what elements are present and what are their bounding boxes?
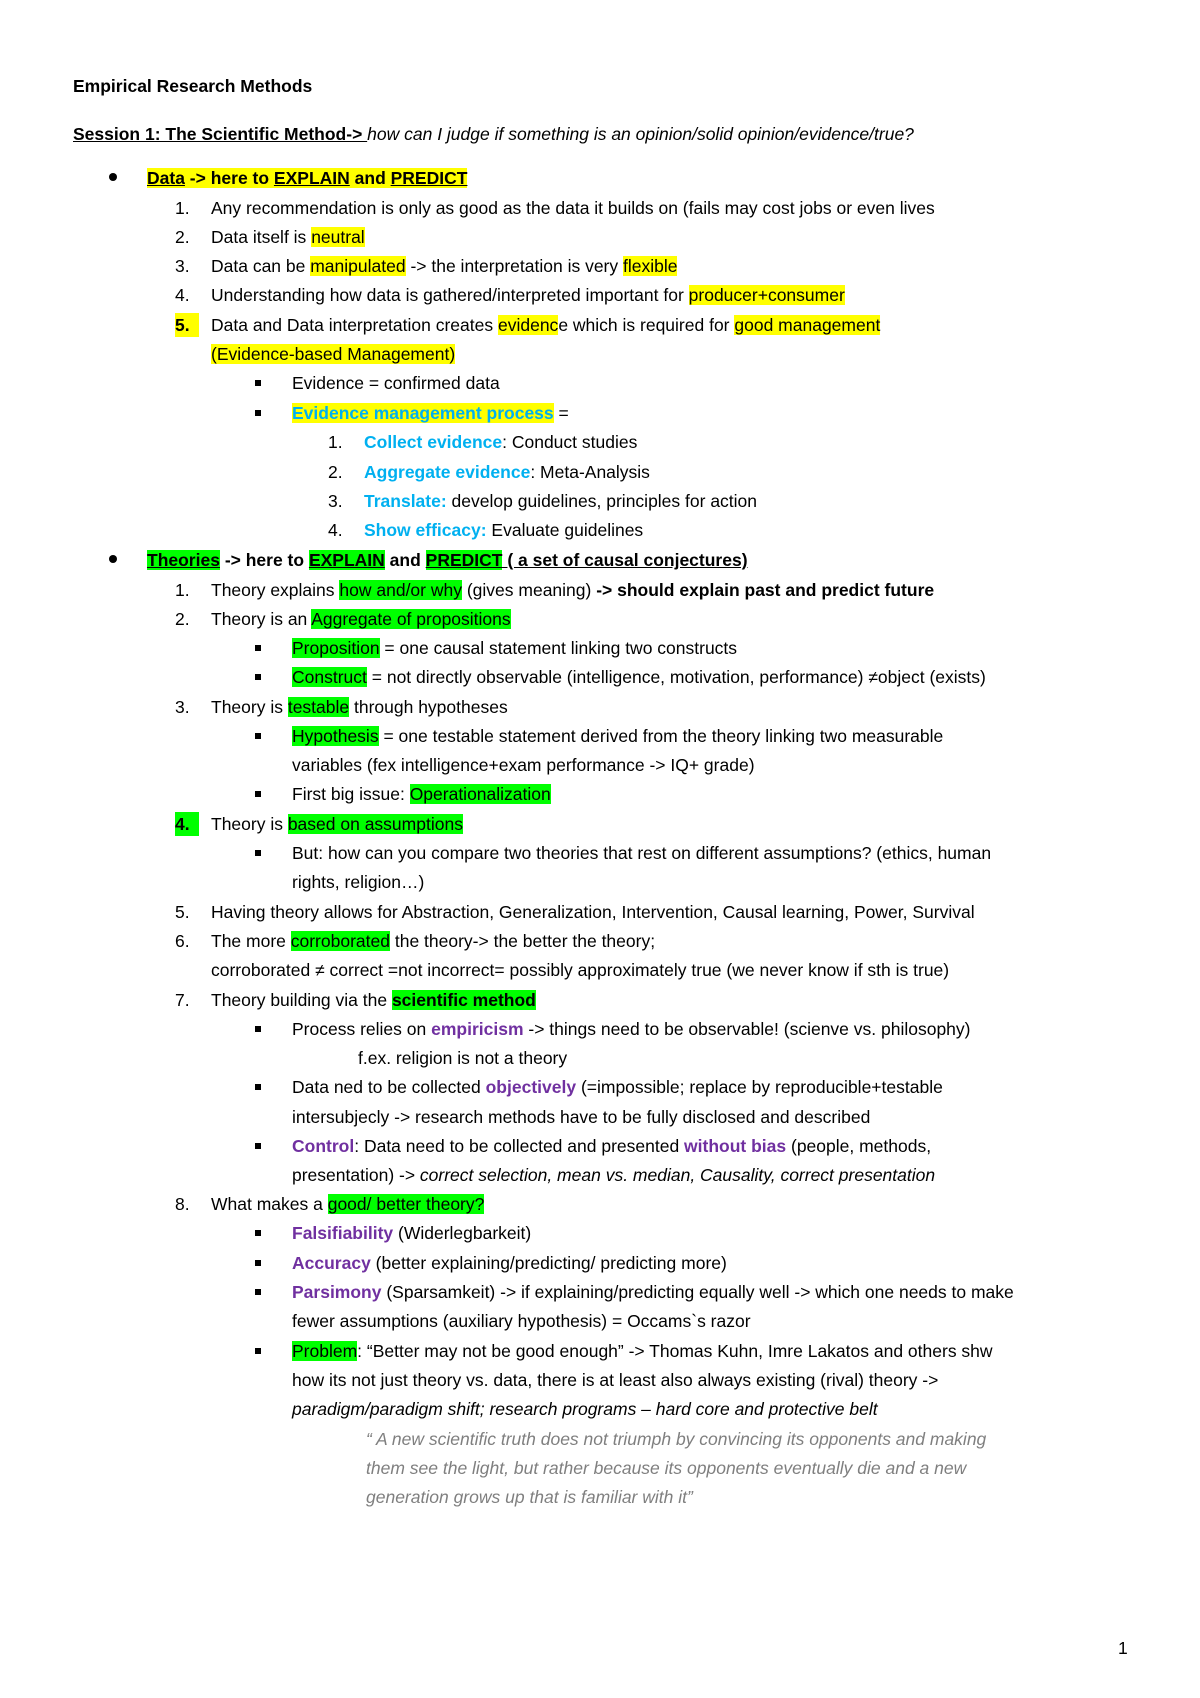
page-number: 1 [1118,1638,1128,1658]
square-bullet-icon [255,1084,261,1090]
item-text: Process relies on [292,1019,432,1039]
theories-heading-text: -> here to [219,550,309,570]
highlight-text: flexible [623,256,678,276]
colored-term: without bias [684,1136,787,1156]
item-text: Theory building via the [211,990,392,1010]
list-item-continuation: corroborated ≠ correct =not incorrect= possibly approximately true (we never know if sth is true) [211,960,950,980]
item-number: 6. [175,931,190,951]
bold-text: -> should explain past and predict future [596,580,935,600]
item-text: (people, methods, [786,1136,932,1156]
sub-item [292,782,551,808]
data-heading-predict: PREDICT [390,168,468,188]
sub-item [292,636,737,662]
item-number: 8. [175,1194,190,1214]
sub-item [292,1221,531,1247]
highlight-text: testable [287,697,350,717]
item-number: 1. [175,198,190,218]
highlight-text: Problem [292,1341,358,1361]
colored-term: empiricism [431,1019,524,1039]
item-text: Theory explains [211,580,340,600]
sub-item: But: how can you compare two theories that rest on different assumptions? (ethics, human [292,843,992,863]
item-number: 4. [175,285,190,305]
theories-heading-and: and [384,550,426,570]
highlight-text: how and/or why [339,580,462,600]
list-item-continuation [211,342,455,368]
square-bullet-icon [255,645,261,651]
colored-term: Collect evidence [364,432,503,452]
highlight-text: Construct [292,667,367,687]
item-text: Theory is [211,697,288,717]
sub-item [292,1280,1014,1306]
highlight-text: good management [734,315,881,335]
sub-item [292,724,943,750]
square-bullet-icon [255,733,261,739]
highlight-text: based on assumptions [287,814,463,834]
item-text: (better explaining/predicting/ predicting more) [370,1253,727,1273]
colored-term: Aggregate evidence [364,462,531,482]
colored-term: Parsimony [292,1282,382,1302]
sub-item [292,1339,993,1365]
theories-heading-theories: Theories [147,550,220,570]
sub-item-continuation: how its not just theory vs. data, there is at least also always existing (rival) theory -> [292,1370,939,1390]
data-heading [147,166,467,192]
item-number: 4. [328,520,343,540]
highlight-text: Hypothesis [292,726,379,746]
item-text: Data ned to be collected [292,1077,486,1097]
item-text: = not directly observable (intelligence, motivation, performance) ≠object (exists) [366,667,986,687]
item-text: e which is required for [558,315,735,335]
square-bullet-icon [255,1026,261,1032]
item-text: : Conduct studies [502,432,638,452]
sub-item [292,401,569,427]
doc-title: Empirical Research Methods [73,76,313,96]
item-number: 2. [175,609,190,629]
session-question: how can I judge if something is an opinion/solid opinion/evidence/true? [367,124,914,144]
sub-item-continuation: rights, religion…) [292,872,425,892]
item-text: First big issue: [292,784,410,804]
item-number: 5. [175,902,190,922]
item-number: 3. [175,256,190,276]
item-text: -> things need to be observable! (scienve vs. philosophy) [523,1019,971,1039]
data-heading-explain: EXPLAIN [273,168,350,188]
italic-text: correct selection, mean vs. median, Causality, correct presentation [419,1165,936,1185]
sub-item [292,665,986,691]
highlight-text: corroborated [290,931,390,951]
item-text: presentation) -> [292,1165,420,1185]
item-text: the theory-> the better the theory; [389,931,656,951]
data-heading-and: and [349,168,391,188]
item-text: = one testable statement derived from the theory linking two measurable [378,726,944,746]
bullet-icon [109,555,117,563]
item-text: Data itself is [211,227,312,247]
item-text: Any recommendation is only as good as the data it builds on (fails may cost jobs or even lives [211,198,935,218]
item-text: (gives meaning) [461,580,597,600]
item-text: (=impossible; replace by reproducible+testable [576,1077,943,1097]
square-bullet-icon [255,1348,261,1354]
sub-item [292,1134,931,1160]
item-text: Data and Data interpretation creates [211,315,498,335]
highlight-text: (Evidence-based Management) [211,344,456,364]
item-number: 5. [175,313,199,337]
sub-item-continuation: f.ex. religion is not a theory [358,1048,568,1068]
session-heading [73,122,914,148]
item-text: Theory is [211,814,288,834]
item-text: Having theory allows for Abstraction, Generalization, Intervention, Causal learning, Power, Survival [211,902,975,922]
item-text: -> the interpretation is very [405,256,623,276]
quote-line: generation grows up that is familiar with it” [366,1487,693,1507]
highlight-text: Aggregate of propositions [311,609,511,629]
item-number: 1. [175,580,190,600]
highlight-text: neutral [311,227,365,247]
item-number: 2. [175,227,190,247]
sub-item-continuation: variables (fex intelligence+exam performance -> IQ+ grade) [292,755,755,775]
highlight-text: evidenc [497,315,559,335]
item-number: 2. [328,462,343,482]
item-text: : Meta-Analysis [530,462,650,482]
item-text: = one causal statement linking two constructs [379,638,738,658]
item-number: 1. [328,432,343,452]
sub-item-continuation: fewer assumptions (auxiliary hypothesis) = Occams`s razor [292,1311,751,1331]
item-text: Theory is an [211,609,312,629]
item-text: through hypotheses [349,697,508,717]
colored-term: Translate: [364,491,447,511]
colored-term: Control [292,1136,355,1156]
colored-term: Show efficacy: [364,520,487,540]
colored-term: Accuracy [292,1253,371,1273]
sub-item-continuation [292,1163,935,1189]
item-text: Understanding how data is gathered/interpreted important for [211,285,689,305]
colored-term: objectively [485,1077,577,1097]
bullet-icon [109,173,117,181]
data-heading-data: Data [147,168,185,188]
item-number: 3. [328,491,343,511]
item-text: Evaluate guidelines [486,520,644,540]
highlight-text: producer+consumer [688,285,845,305]
square-bullet-icon [255,791,261,797]
sub-item [292,1075,943,1101]
data-heading-text: -> here to [184,168,274,188]
highlight-text: Operationalization [409,784,551,804]
square-bullet-icon [255,410,261,416]
square-bullet-icon [255,850,261,856]
item-text: : “Better may not be good enough” -> Thomas Kuhn, Imre Lakatos and others shw [357,1341,993,1361]
sub-item: Evidence = confirmed data [292,373,500,393]
item-text: develop guidelines, principles for action [446,491,758,511]
sub-item-continuation: intersubjecly -> research methods have to be fully disclosed and described [292,1107,871,1127]
square-bullet-icon [255,1230,261,1236]
sub-item-continuation: paradigm/paradigm shift; research programs – hard core and protective belt [292,1399,878,1419]
item-text: The more [211,931,291,951]
sub-item [292,1017,971,1043]
square-bullet-icon [255,1289,261,1295]
highlight-text: manipulated [310,256,406,276]
highlight-text: good/ better theory? [327,1194,485,1214]
square-bullet-icon [255,1143,261,1149]
square-bullet-icon [255,674,261,680]
item-text: Data can be [211,256,311,276]
item-text: (Widerlegbarkeit) [393,1223,532,1243]
colored-term: Falsifiability [292,1223,394,1243]
item-text: What makes a [211,1194,328,1214]
item-number: 3. [175,697,190,717]
item-text: : Data need to be collected and presented [354,1136,685,1156]
item-text: = [553,403,569,423]
quote-line: them see the light, but rather because its opponents eventually die and a new [366,1458,967,1478]
item-number: 7. [175,990,190,1010]
theories-heading-explain: EXPLAIN [308,550,385,570]
item-text: (Sparsamkeit) -> if explaining/predicting equally well -> which one needs to make [381,1282,1014,1302]
highlight-text: Proposition [292,638,380,658]
theories-heading-predict: PREDICT [425,550,503,570]
session-label: Session 1: The Scientific Method-> [73,124,368,144]
sub-item [292,1251,727,1277]
highlight-text: Evidence management process [292,403,554,423]
square-bullet-icon [255,1260,261,1266]
highlight-text: scientific method [391,990,536,1010]
quote-line: “ A new scientific truth does not triumph by convincing its opponents and making [366,1429,987,1449]
item-number: 4. [175,812,199,836]
theories-heading-tail: ( a set of causal conjectures) [502,550,748,570]
square-bullet-icon [255,380,261,386]
theories-heading [147,548,748,574]
